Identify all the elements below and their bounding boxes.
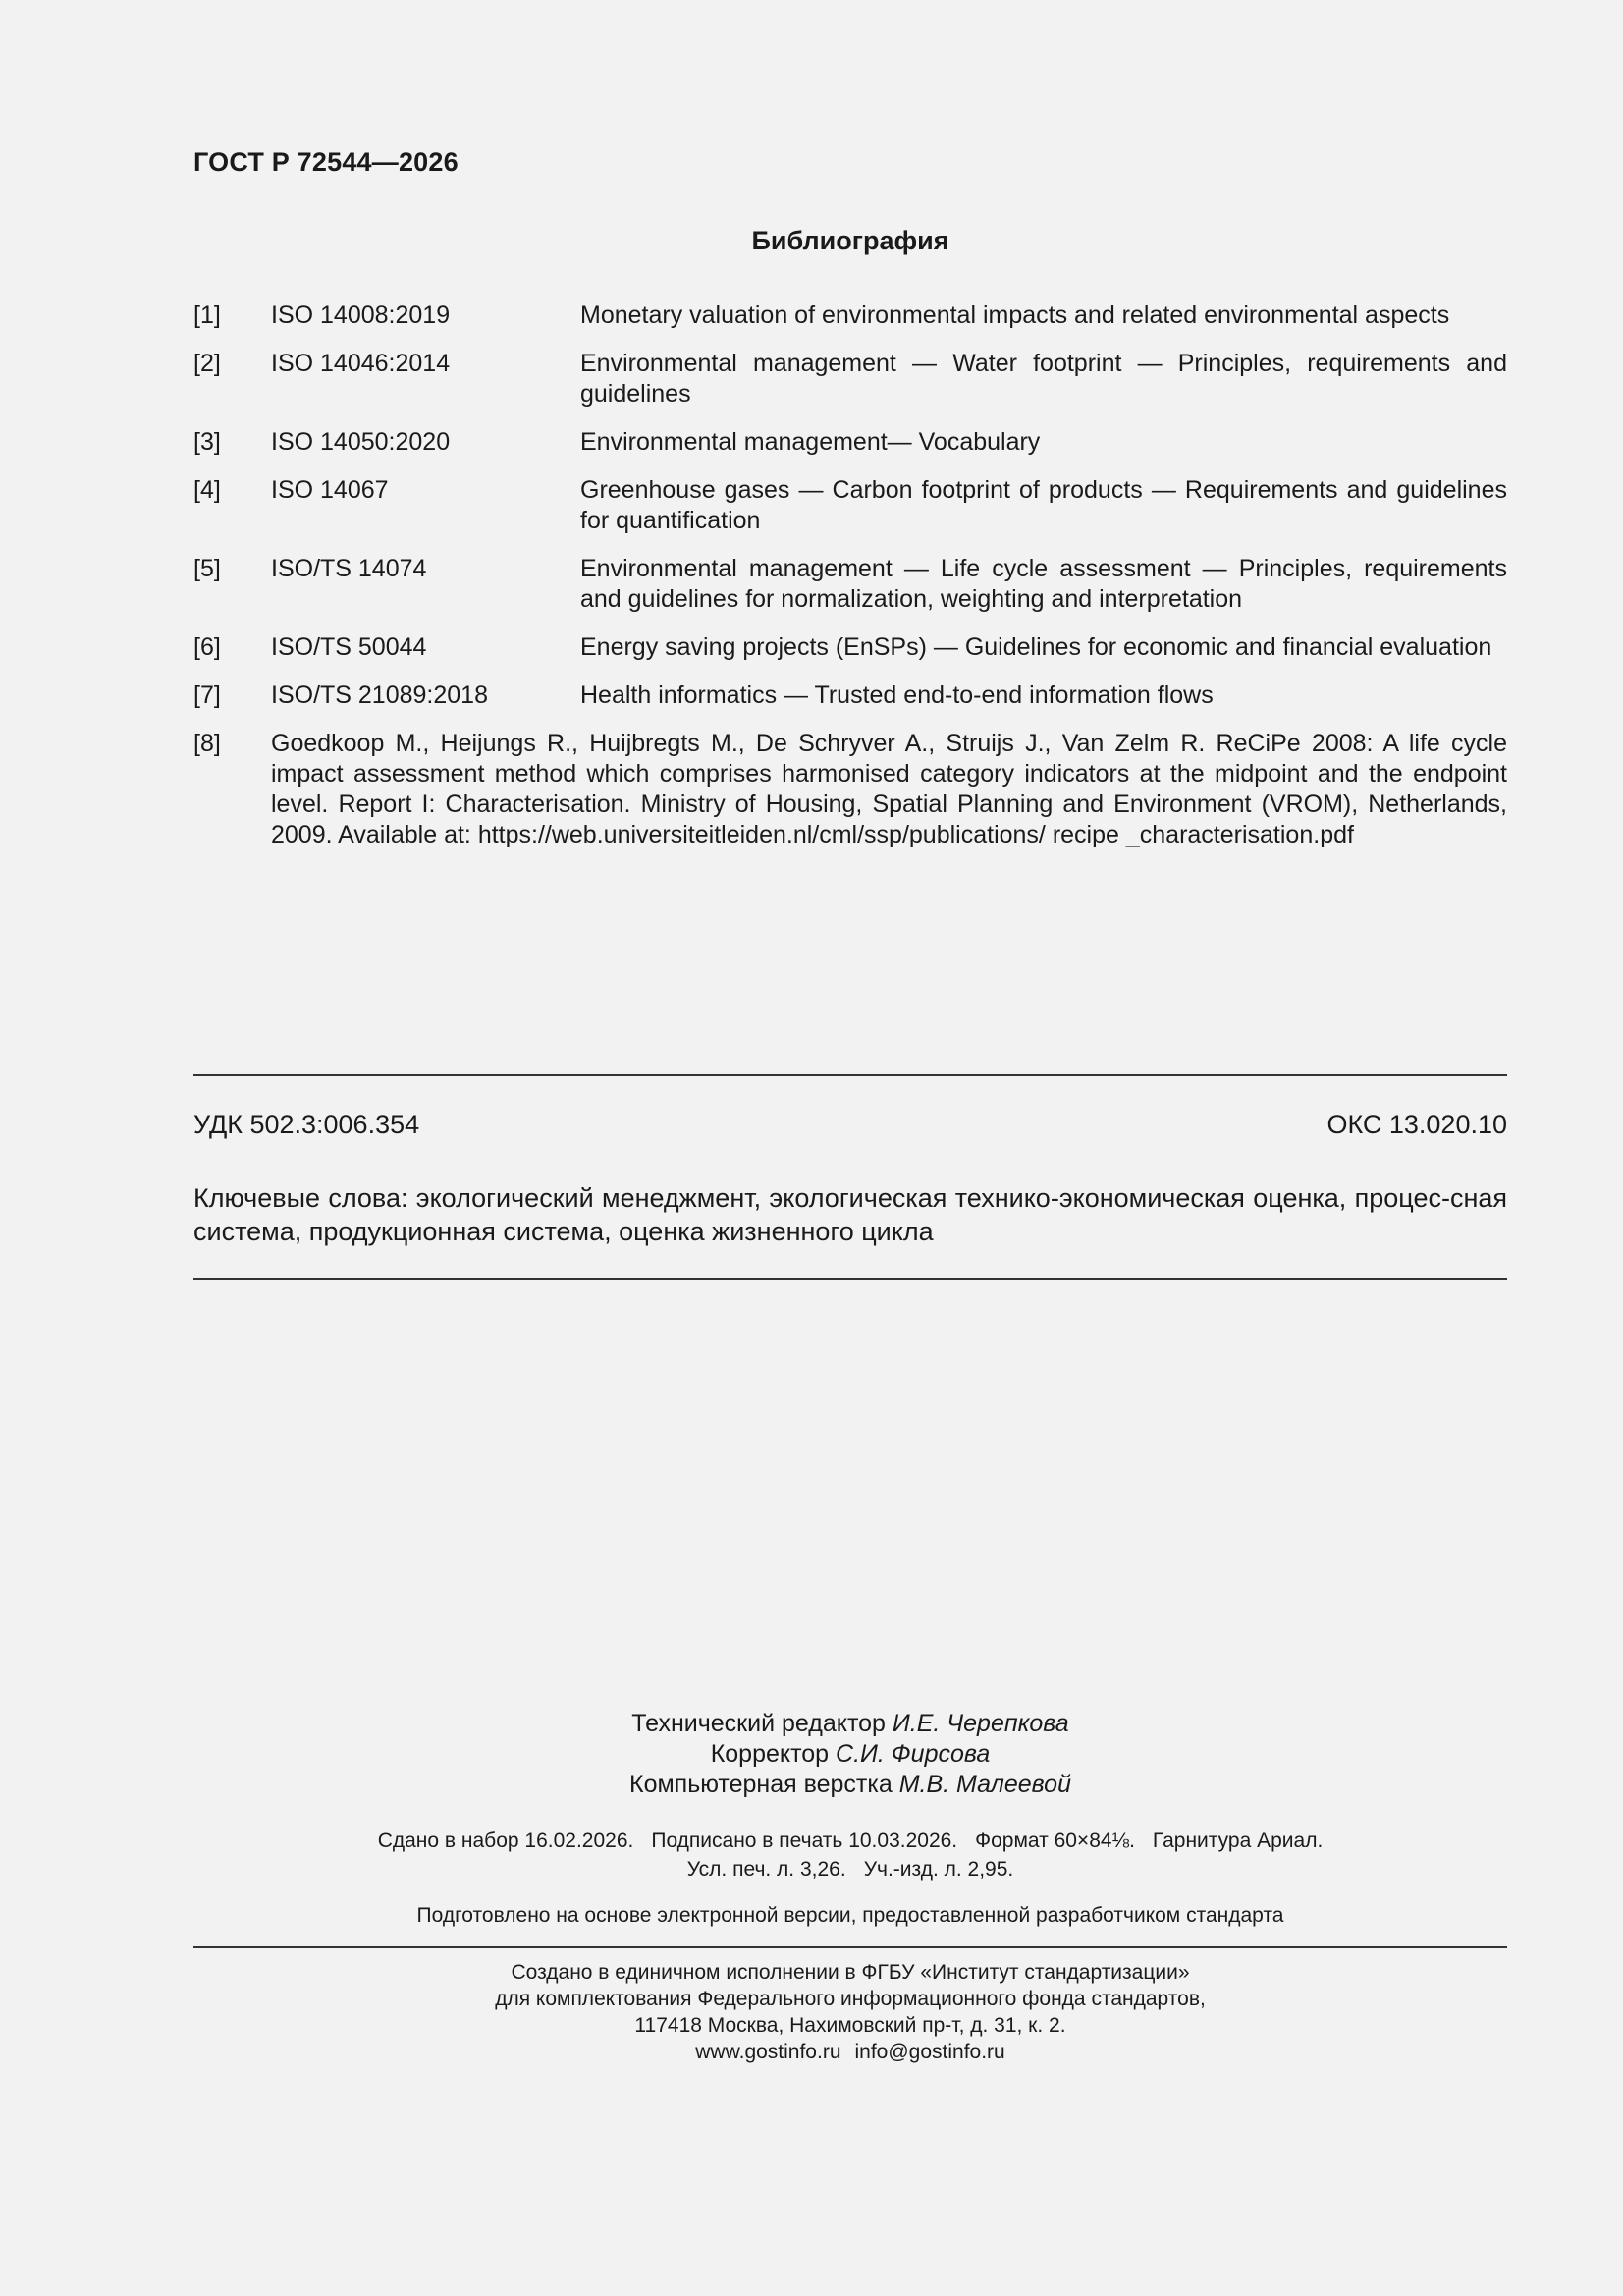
email-link[interactable]: info@gostinfo.ru [854,2041,1005,2063]
bibliography-title: Библиография [751,226,949,255]
bibliography-item [193,349,1507,410]
print-info-line-1 [193,1827,1507,1855]
oks-code: ОКС 13.020.10 [1326,1110,1507,1139]
pub-sheets: Уч.-изд. л. 2,95. [863,1858,1014,1881]
prepared-note: Подготовлено на основе электронной версии, предоставленной разработчиком стандарта [416,1904,1284,1927]
print-info-line-2 [193,1855,1507,1884]
divider-keywords [193,1278,1507,1280]
typeface: Гарнитура Ариал. [1152,1830,1324,1852]
udk-code: УДК 502.3:006.354 [193,1110,420,1139]
document-code: ГОСТ Р 72544—2026 [193,147,459,177]
publisher-line-1: Создано в единичном исполнении в ФГБУ «Институт стандартизации» [511,1961,1190,1984]
print-format: Формат 60×84⅛. [975,1830,1135,1852]
ref-number: [4] [193,476,221,504]
ref-code: ISO/TS 50044 [271,633,427,661]
corrector-line [193,1739,1507,1770]
ref-title: Environmental management — Life cycle assessment — Principles, requirements and guidelines for normalization, weighting and interpretation [580,555,1507,613]
publisher-contacts [193,2039,1507,2065]
tech-editor-line [193,1709,1507,1739]
corrector-name: С.И. Фирсова [836,1740,991,1768]
bibliography-item [193,427,1507,458]
ref-title: Greenhouse gases — Carbon footprint of products — Requirements and guidelines for quantification [580,476,1507,534]
ref-code: ISO 14008:2019 [271,301,451,329]
publisher-address: 117418 Москва, Нахимовский пр-т, д. 31, к. 2. [634,2014,1066,2037]
ref-title: Environmental management — Water footprint — Principles, requirements and guidelines [580,350,1507,408]
ref-number: [7] [193,682,221,709]
layout-label: Компьютерная верстка [629,1771,893,1798]
divider-bottom [193,1946,1507,1948]
bibliography-item [193,301,1507,331]
bibliography-item [193,475,1507,536]
ref-code: ISO 14050:2020 [271,428,451,456]
bibliography-list [193,301,1507,868]
print-sheets: Усл. печ. л. 3,26. [686,1858,846,1881]
divider-top [193,1074,1507,1076]
ref-number: [8] [193,730,221,757]
ref-title: Health informatics — Trusted end-to-end information flows [580,682,1214,709]
ref-number: [6] [193,633,221,661]
publisher-line-2: для комплектования Федерального информационного фонда стандартов, [495,1988,1206,2010]
layout-line [193,1770,1507,1800]
document-page [193,0,1507,2296]
publisher-info [193,1959,1507,2065]
ref-title: Monetary valuation of environmental impacts and related environmental aspects [580,301,1450,329]
ref-full-citation: Goedkoop M., Heijungs R., Huijbregts M., De Schryver A., Struijs J., Van Zelm R. ReCiPe 2008: A life cycle impact assessment method which comprises harmonised category indicators at the midpoint and the endpoint level. Report I: Characterisation. Ministry of Housing, Spatial Planning and Environment (VROM), Netherlands, 2009. Available at: https://web.universiteitleiden.nl/cml/ssp/publications/ recipe _characterisation.pdf [271,730,1507,848]
ref-code: ISO/TS 21089:2018 [271,682,488,709]
ref-code: ISO 14067 [271,476,389,504]
ref-title: Environmental management— Vocabulary [580,428,1041,456]
bibliography-item [193,729,1507,850]
ref-code: ISO/TS 14074 [271,555,427,582]
signed-date: Подписано в печать 10.03.2026. [651,1830,958,1852]
tech-editor-label: Технический редактор [631,1710,886,1737]
print-info [193,1827,1507,1884]
ref-title: Energy saving projects (EnSPs) — Guidelines for economic and financial evaluation [580,633,1492,661]
ref-number: [5] [193,555,221,582]
ref-code: ISO 14046:2014 [271,350,451,377]
keywords: Ключевые слова: экологический менеджмент, экологическая технико-экономическая оценка, процес-сная система, продукционная система, оценка жизненного цикла [193,1183,1507,1246]
ref-number: [2] [193,350,221,377]
website-link[interactable]: www.gostinfo.ru [695,2041,841,2063]
tech-editor-name: И.Е. Черепкова [892,1710,1069,1737]
corrector-label: Корректор [710,1740,830,1768]
layout-name: М.В. Малеевой [898,1771,1071,1798]
submitted-date: Сдано в набор 16.02.2026. [377,1830,634,1852]
bibliography-item [193,632,1507,663]
bibliography-item [193,554,1507,615]
bibliography-item [193,681,1507,711]
ref-number: [1] [193,301,221,329]
ref-number: [3] [193,428,221,456]
credits-block [193,1709,1507,1800]
